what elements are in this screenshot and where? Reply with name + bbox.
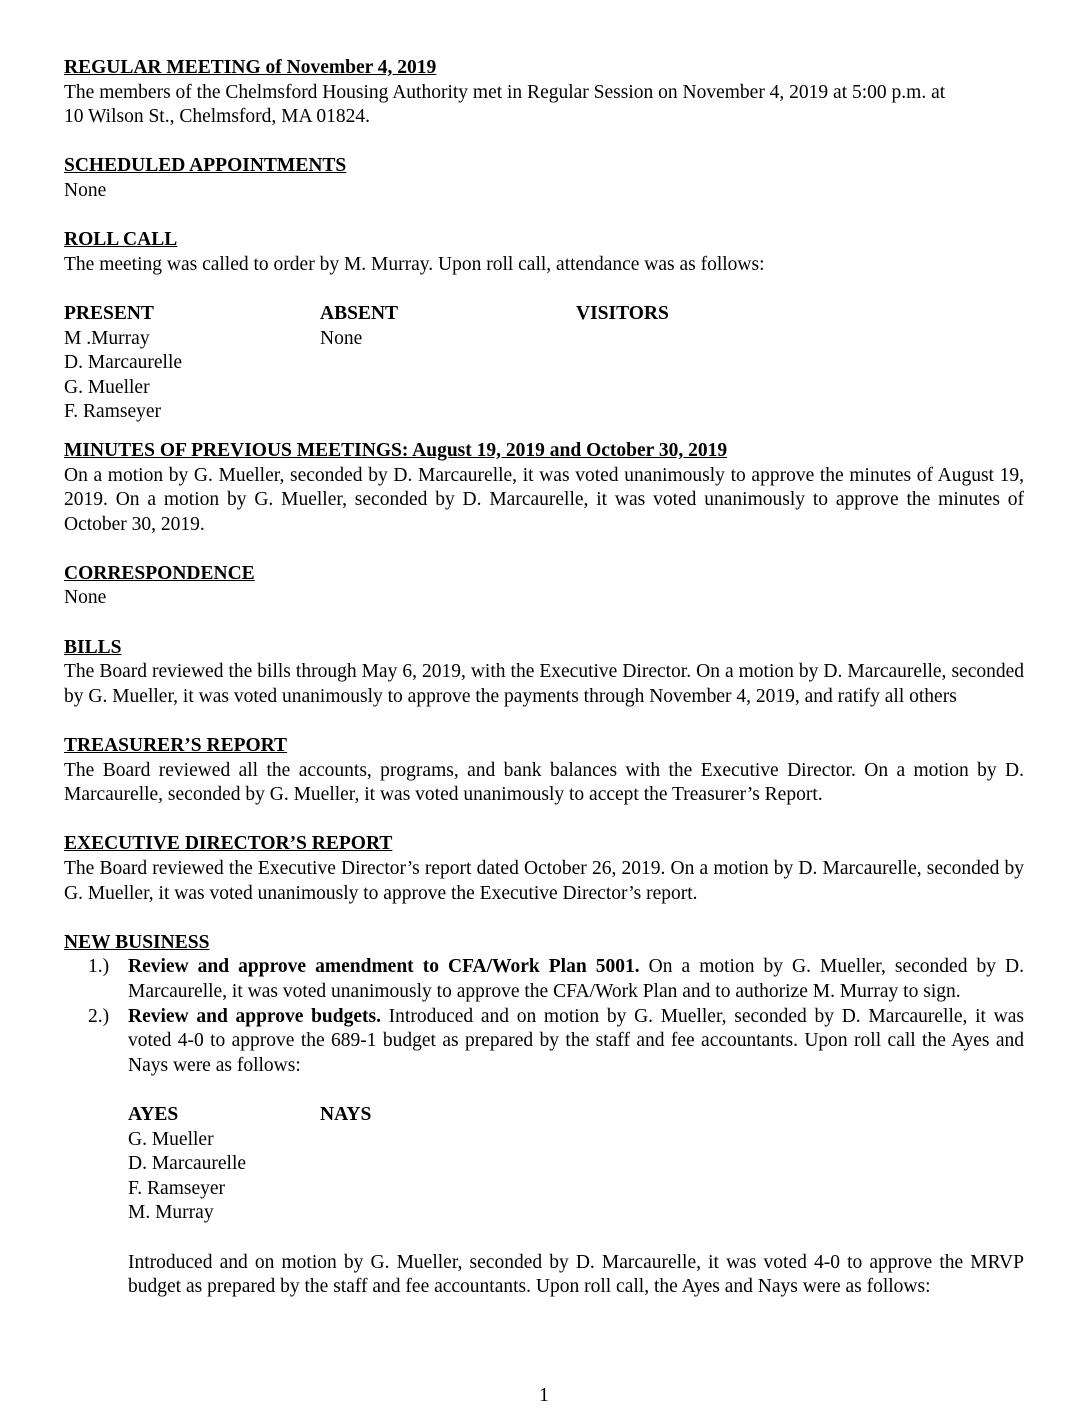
vote-table bbox=[128, 1103, 1024, 1226]
present-member: D. Marcaurelle bbox=[64, 352, 183, 374]
treasurer-title: TREASURER’S REPORT bbox=[64, 735, 288, 757]
new-business-list bbox=[88, 955, 1024, 1078]
item-heading: Review and approve amendment to CFA/Work Plan 5001. bbox=[128, 956, 640, 978]
absent-column bbox=[320, 302, 576, 425]
document-page bbox=[64, 56, 1024, 1300]
item-number: 1.) bbox=[88, 956, 110, 978]
bills-text: The Board reviewed the bills through May 6, 2019, with the Executive Director. On a motion by D. Marcaurelle, seconded by G. Mueller, it was voted unanimously to approve the payments through November 4, 2019, and ratify all others bbox=[64, 661, 1024, 707]
roll-call-title: ROLL CALL bbox=[64, 229, 178, 251]
treasurer-text: The Board reviewed all the accounts, programs, and bank balances with the Executive Director. On a motion by D. Marcaurelle, seconded by G. Mueller, it was voted unanimously to accept the Treasurer’s Report. bbox=[64, 759, 1024, 806]
list-item bbox=[88, 1005, 1024, 1079]
new-business-title: NEW BUSINESS bbox=[64, 931, 210, 953]
nays-header: NAYS bbox=[320, 1103, 372, 1125]
item-number: 2.) bbox=[88, 1005, 110, 1027]
meeting-intro-line-1: The members of the Chelmsford Housing Authority met in Regular Session on November 4, 2019 at 5:00 p.m. at bbox=[64, 81, 946, 103]
roll-call-text: The meeting was called to order by M. Murray. Upon roll call, attendance was as follows: bbox=[64, 253, 765, 275]
meeting-intro-line-2: 10 Wilson St., Chelmsford, MA 01824. bbox=[64, 106, 371, 128]
appointments-text: None bbox=[64, 179, 107, 201]
list-item bbox=[88, 955, 1024, 1004]
page-number: 1 bbox=[539, 1385, 549, 1406]
nays-column bbox=[320, 1103, 512, 1226]
ayes-column bbox=[128, 1103, 320, 1226]
item-body bbox=[128, 1005, 1024, 1079]
bills-title: BILLS bbox=[64, 636, 122, 658]
item-text: On a motion by G. Mueller, seconded by D. Marcaurelle, it was voted unanimously to approve the CFA/Work Plan and to authorize M. Murray to sign. bbox=[128, 956, 1025, 1002]
aye-member: M. Murray bbox=[128, 1202, 214, 1224]
aye-member: F. Ramseyer bbox=[128, 1177, 226, 1199]
present-header: PRESENT bbox=[64, 302, 154, 324]
minutes-title: MINUTES OF PREVIOUS MEETINGS: August 19, 2019 and October 30, 2019 bbox=[64, 439, 728, 461]
present-member: G. Mueller bbox=[64, 376, 150, 398]
correspondence-title: CORRESPONDENCE bbox=[64, 562, 255, 584]
present-member: M .Murray bbox=[64, 327, 150, 349]
appointments-title: SCHEDULED APPOINTMENTS bbox=[64, 155, 347, 177]
executive-title: EXECUTIVE DIRECTOR’S REPORT bbox=[64, 833, 393, 855]
attendance-table bbox=[64, 302, 1024, 425]
absent-header: ABSENT bbox=[320, 302, 399, 324]
present-member: F. Ramseyer bbox=[64, 401, 162, 423]
meeting-title: REGULAR MEETING of November 4, 2019 bbox=[64, 57, 437, 78]
aye-member: D. Marcaurelle bbox=[128, 1153, 247, 1175]
aye-member: G. Mueller bbox=[128, 1128, 214, 1150]
item-body bbox=[128, 955, 1024, 1004]
item-text: Introduced and on motion by G. Mueller, seconded by D. Marcaurelle, it was voted 4-0 to approve the 689-1 budget as prepared by the staff and fee accountants. Upon roll call the Ayes and Nays were as follows: bbox=[128, 1005, 1024, 1076]
executive-text: The Board reviewed the Executive Director’s report dated October 26, 2019. On a motion by D. Marcaurelle, seconded by G. Mueller, it was voted unanimously to approve the Executive Director’s report. bbox=[64, 858, 1024, 904]
minutes-text: On a motion by G. Mueller, seconded by D. Marcaurelle, it was voted unanimously to approve the minutes of August 19, 2019. On a motion by G. Mueller, seconded by D. Marcaurelle, it was voted unanimously to approve the minutes of October 30, 2019. bbox=[64, 464, 1024, 535]
visitors-column bbox=[576, 302, 832, 425]
visitors-header: VISITORS bbox=[576, 302, 669, 324]
correspondence-text: None bbox=[64, 587, 107, 609]
budget-followup-text: Introduced and on motion by G. Mueller, seconded by D. Marcaurelle, it was voted 4-0 to approve the MRVP budget as prepared by the staff and fee accountants. Upon roll call, the Ayes and Nays were as follows: bbox=[128, 1251, 1024, 1298]
item-heading: Review and approve budgets. bbox=[128, 1005, 381, 1027]
present-column bbox=[64, 302, 320, 425]
ayes-header: AYES bbox=[128, 1103, 179, 1125]
absent-member: None bbox=[320, 327, 363, 349]
